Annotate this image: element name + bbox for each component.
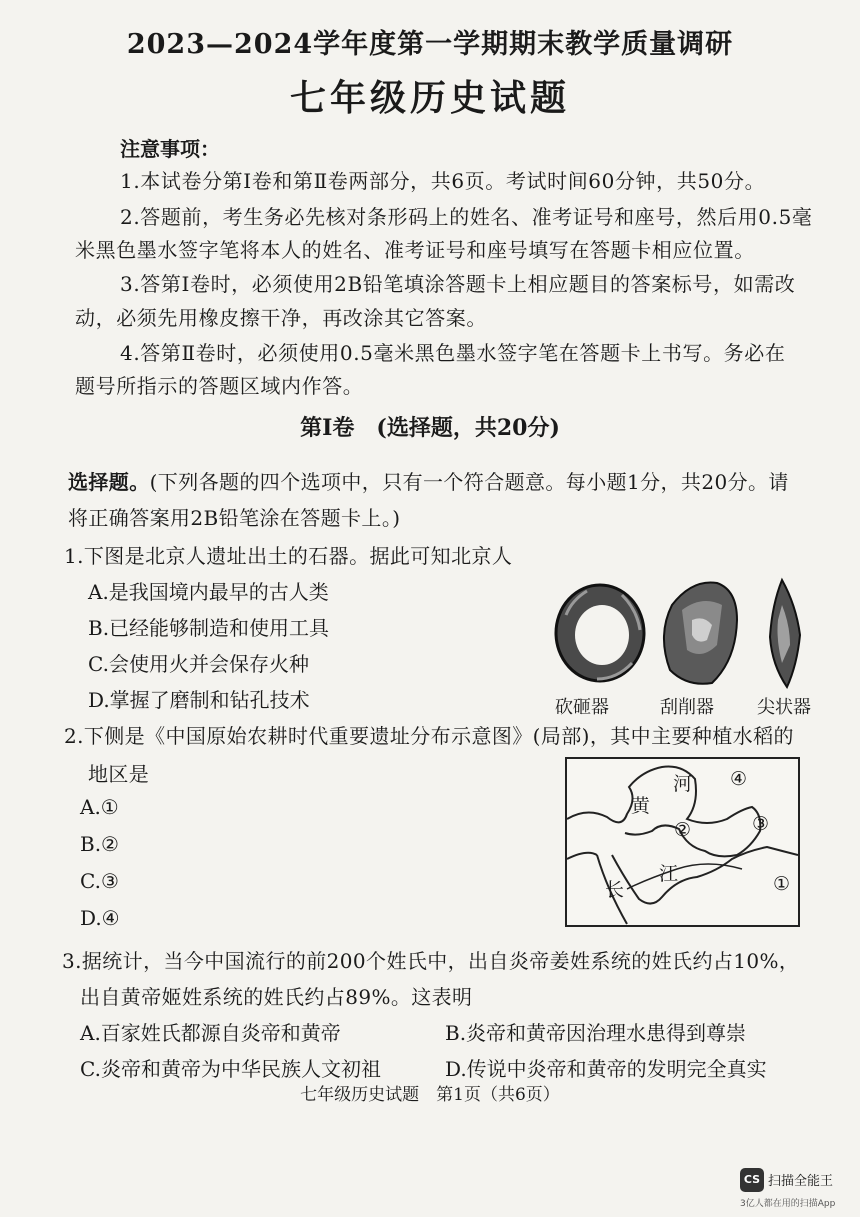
page-footer: 七年级历史试题 第1页（共6页） xyxy=(300,1085,560,1105)
notice-line-6: 4.答第Ⅱ卷时，必须使用0.5毫米黑色墨水签字笔在答题卡上书写。务必在 xyxy=(120,341,786,365)
camscanner-logo-icon: CS xyxy=(740,1168,764,1192)
pointed-tool-image xyxy=(770,580,800,687)
question-3-stem: 3.据统计，当今中国流行的前200个姓氏中，出自炎帝姜姓系统的姓氏约占10%， xyxy=(62,949,800,973)
map-label-he: 河 xyxy=(673,773,693,795)
scanner-watermark xyxy=(740,1168,850,1208)
section-title: 第Ⅰ卷 (选择题，共20分) xyxy=(300,415,560,441)
map-label-2: ② xyxy=(674,819,692,841)
watermark-tagline: 3亿人都在用的扫描App xyxy=(740,1199,836,1209)
question-2-stem-cont: 地区是 xyxy=(88,762,150,786)
question-2-stem: 2.下侧是《中国原始农耕时代重要遗址分布示意图》(局部)，其中主要种植水稻的 xyxy=(64,724,794,748)
map-label-4: ④ xyxy=(730,768,748,790)
map-label-1: ① xyxy=(773,873,791,895)
question-3-option-d: D.传说中炎帝和黄帝的发明完全真实 xyxy=(445,1057,767,1081)
notice-line-3: 米黑色墨水签字笔将本人的姓名、准考证号和座号填写在答题卡相应位置。 xyxy=(75,238,755,262)
question-2-option-a: A.① xyxy=(80,795,119,819)
scraper-label: 刮削器 xyxy=(660,697,714,718)
question-3-stem-cont: 出自黄帝姬姓系统的姓氏约占89%。这表明 xyxy=(80,985,473,1009)
map-label-huang: 黄 xyxy=(631,795,651,817)
map-label-chang: 长 xyxy=(605,879,625,901)
notice-line-2: 2.答题前，考生务必先核对条形码上的姓名、准考证号和座号，然后用0.5毫 xyxy=(120,205,813,229)
question-3-option-b: B.炎帝和黄帝因治理水患得到尊崇 xyxy=(445,1021,747,1045)
stone-tools-illustration xyxy=(552,575,822,695)
question-3-option-a: A.百家姓氏都源自炎帝和黄帝 xyxy=(80,1021,341,1045)
section-instruction xyxy=(68,466,789,495)
neolithic-sites-map xyxy=(565,757,800,927)
map-label-jiang: 江 xyxy=(659,863,679,885)
notice-line-5: 动，必须先用橡皮擦干净，再改涂其它答案。 xyxy=(75,306,487,330)
chopper-label: 砍砸器 xyxy=(555,697,609,718)
question-2-option-b: B.② xyxy=(80,832,119,856)
question-1-option-b: B.已经能够制造和使用工具 xyxy=(88,616,330,640)
question-1-option-d: D.掌握了磨制和钻孔技术 xyxy=(88,688,310,712)
instruction-text: (下列各题的四个选项中，只有一个符合题意。每小题1分，共20分。请 xyxy=(149,470,789,494)
map-label-3: ③ xyxy=(752,813,770,835)
stone-tools-figure xyxy=(552,575,822,718)
question-1-option-a: A.是我国境内最早的古人类 xyxy=(88,580,329,604)
instruction-label: 选择题。 xyxy=(68,470,150,494)
question-3-option-c: C.炎帝和黄帝为中华民族人文初祖 xyxy=(80,1057,381,1081)
question-1-option-c: C.会使用火并会保存火种 xyxy=(88,652,309,676)
exam-title: 2023—2024学年度第一学期期末教学质量调研 xyxy=(126,29,734,60)
exam-subject-title: 七年级历史试题 xyxy=(289,77,570,119)
question-1-stem: 1.下图是北京人遗址出土的石器。据此可知北京人 xyxy=(64,544,513,568)
pointed-tool-label: 尖状器 xyxy=(757,697,811,718)
watermark-app-name: 扫描全能王 xyxy=(768,1174,834,1189)
question-2-option-c: C.③ xyxy=(80,869,119,893)
notice-line-1: 1.本试卷分第Ⅰ卷和第Ⅱ卷两部分，共6页。考试时间60分钟，共50分。 xyxy=(120,169,766,193)
scraper-tool-image xyxy=(664,582,737,683)
notice-line-4: 3.答第Ⅰ卷时，必须使用2B铅笔填涂答题卡上相应题目的答案标号，如需改 xyxy=(120,272,796,296)
question-2-option-d: D.④ xyxy=(80,906,120,930)
section-instruction-cont: 将正确答案用2B铅笔涂在答题卡上。) xyxy=(68,506,401,530)
notice-heading: 注意事项： xyxy=(120,137,220,161)
notice-line-7: 题号所指示的答题区域内作答。 xyxy=(75,374,364,398)
chopper-tool-image xyxy=(556,585,644,681)
